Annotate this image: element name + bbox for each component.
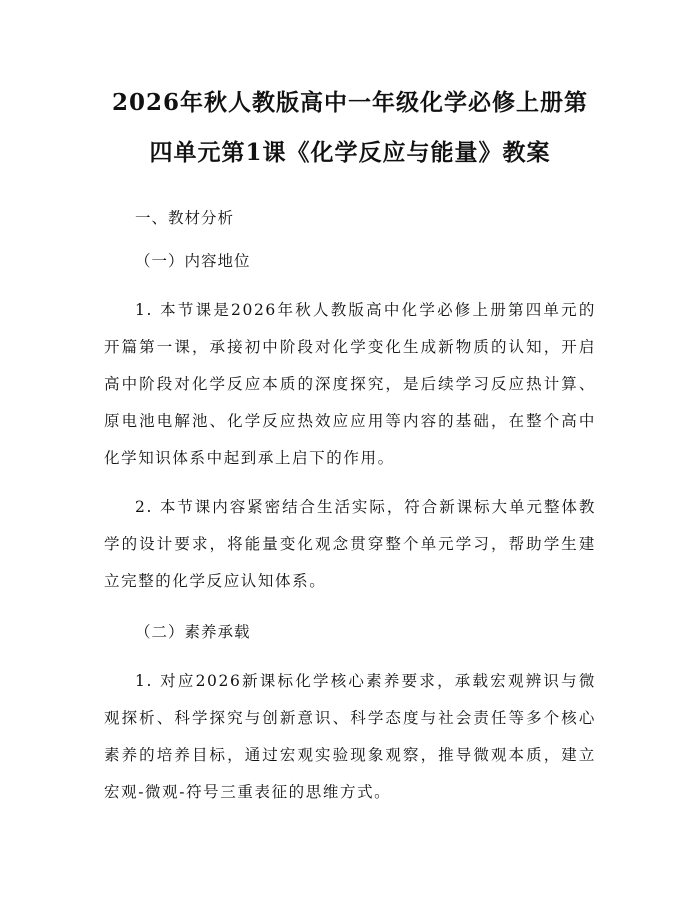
section-heading-textbook-analysis: 一、教材分析 xyxy=(135,209,235,227)
title-line-1: 2026年秋人教版高中一年级化学必修上册第 xyxy=(111,89,588,116)
paragraph-literacy-1: 1. 对应2026新课标化学核心素养要求，承载宏观辨识与微观探析、科学探究与创新意识、科学态度与社会责任等多个核心素养的培养目标，通过宏观实验现象观察，推导微观本质，建立宏观-微观-符号三重表征的思维方式。 xyxy=(104,672,596,801)
subsection-heading-literacy: （二）素养承载 xyxy=(135,623,251,641)
paragraph-content-position-1: 1. 本节课是2026年秋人教版高中化学必修上册第四单元的开篇第一课，承接初中阶段对化学变化生成新物质的认知，开启高中阶段对化学反应本质的深度探究，是后续学习反应热计算、原电池电解池、化学反应热效应应用等内容的基础，在整个高中化学知识体系中起到承上启下的作用。 xyxy=(104,301,596,467)
document-title xyxy=(104,78,596,178)
subsection-heading-content-position: （一）内容地位 xyxy=(135,252,251,270)
paragraph-content-position-2: 2. 本节课内容紧密结合生活实际，符合新课标大单元整体教学的设计要求，将能量变化观念贯穿整个单元学习，帮助学生建立完整的化学反应认知体系。 xyxy=(104,498,596,590)
title-line-2: 四单元第1课《化学反应与能量》教案 xyxy=(149,139,551,166)
